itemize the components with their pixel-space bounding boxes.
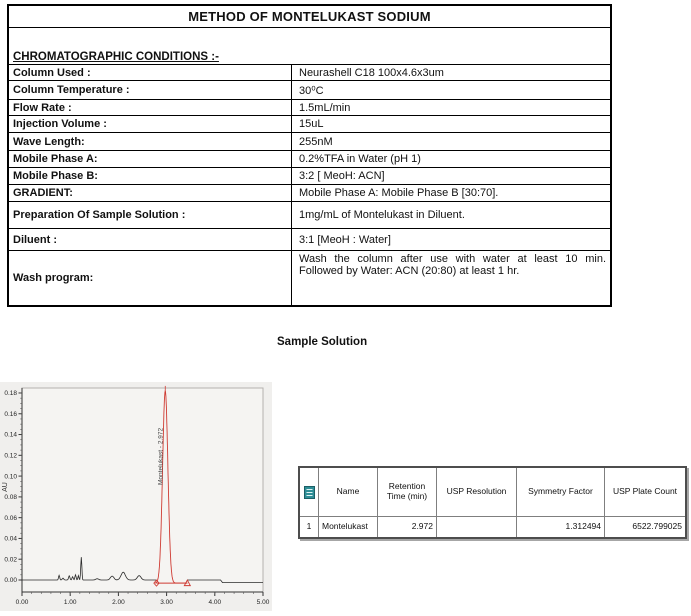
document-title: METHOD OF MONTELUKAST SODIUM	[9, 6, 610, 28]
doc-row-label: GRADIENT:	[9, 185, 292, 201]
peak-results-table	[298, 466, 687, 539]
doc-row	[9, 202, 610, 229]
method-document-table	[7, 4, 612, 307]
results-column-header: USP Resolution	[437, 468, 517, 517]
section-header-row	[9, 28, 610, 65]
results-column-header: Symmetry Factor	[517, 468, 605, 517]
results-cell	[437, 517, 517, 537]
results-corner-cell	[300, 468, 319, 517]
svg-text:0.02: 0.02	[4, 556, 17, 564]
svg-text:0.08: 0.08	[4, 494, 17, 502]
svg-text:0.00: 0.00	[15, 599, 29, 606]
svg-text:5.00: 5.00	[256, 599, 270, 606]
doc-row-value: 3:2 [ MeoH: ACN]	[299, 170, 385, 182]
doc-row-value: 15uL	[299, 118, 324, 130]
doc-row	[9, 151, 610, 168]
doc-row-label: Preparation Of Sample Solution :	[9, 202, 292, 228]
results-cell: 2.972	[378, 517, 437, 537]
doc-row	[9, 133, 610, 151]
doc-row-label: Diluent :	[9, 229, 292, 250]
doc-row-label: Injection Volume :	[9, 116, 292, 132]
doc-row	[9, 229, 610, 251]
chromatogram-panel	[0, 382, 272, 611]
svg-text:4.00: 4.00	[208, 599, 222, 606]
peak-label: Montelukast - 2.972	[157, 427, 165, 485]
svg-text:1.00: 1.00	[63, 599, 77, 606]
doc-row-value: 1.5mL/min	[299, 101, 351, 114]
svg-text:0.16: 0.16	[4, 410, 17, 418]
svg-text:0.04: 0.04	[4, 535, 17, 543]
doc-row	[9, 100, 610, 116]
doc-row	[9, 185, 610, 202]
svg-text:0.10: 0.10	[4, 473, 17, 481]
doc-row-label: Mobile Phase A:	[9, 151, 292, 167]
y-axis-label: AU	[2, 482, 9, 492]
doc-row-label: Wash program:	[9, 251, 292, 305]
svg-text:3.00: 3.00	[160, 599, 173, 606]
table-select-icon	[304, 486, 315, 499]
svg-text:0.00: 0.00	[4, 577, 17, 585]
svg-text:0.14: 0.14	[4, 431, 17, 439]
results-cell: 1.312494	[517, 517, 605, 537]
results-row-number: 1	[300, 517, 319, 537]
x-axis-ticks	[16, 592, 270, 606]
doc-row-value: 3:1 [MeoH : Water]	[299, 233, 391, 246]
doc-row-value: 30⁰C	[299, 84, 324, 97]
svg-text:0.06: 0.06	[4, 514, 17, 522]
doc-row-value: 0.2%TFA in Water (pH 1)	[299, 153, 421, 165]
doc-row-value: Mobile Phase A: Mobile Phase B [30:70].	[299, 187, 499, 199]
doc-row	[9, 251, 610, 305]
doc-row-value: 255nM	[299, 135, 333, 148]
doc-row-value: Wash the column after use with water at least 10 min. Followed by Water: ACN (20:80) at least 1 hr.	[299, 253, 606, 277]
results-column-header: USP Plate Count	[605, 468, 685, 517]
sample-solution-caption: Sample Solution	[277, 336, 368, 348]
doc-row-label: Mobile Phase B:	[9, 168, 292, 184]
doc-row-label: Column Temperature :	[9, 81, 292, 99]
results-cell: Montelukast	[319, 517, 378, 537]
doc-row	[9, 81, 610, 100]
doc-row	[9, 65, 610, 81]
doc-row-label: Column Used :	[9, 65, 292, 80]
svg-text:2.00: 2.00	[112, 599, 125, 606]
doc-row-label: Flow Rate :	[9, 100, 292, 115]
doc-row-label: Wave Length:	[9, 133, 292, 150]
chromatogram-plot	[0, 382, 272, 611]
results-column-header: Retention Time (min)	[378, 468, 437, 517]
results-column-header: Name	[319, 468, 378, 517]
doc-row-value: Neurashell C18 100x4.6x3um	[299, 66, 444, 79]
svg-text:0.18: 0.18	[4, 390, 17, 398]
results-cell: 6522.799025	[605, 517, 685, 537]
doc-row	[9, 168, 610, 185]
section-header: CHROMATOGRAPHIC CONDITIONS :-	[13, 51, 219, 63]
doc-rows	[9, 65, 610, 305]
plot-area	[22, 388, 263, 592]
results-header-row	[300, 468, 685, 517]
results-data-row	[300, 517, 685, 537]
doc-row	[9, 116, 610, 133]
doc-row-value: 1mg/mL of Montelukast in Diluent.	[299, 209, 465, 221]
svg-text:0.12: 0.12	[4, 452, 17, 460]
